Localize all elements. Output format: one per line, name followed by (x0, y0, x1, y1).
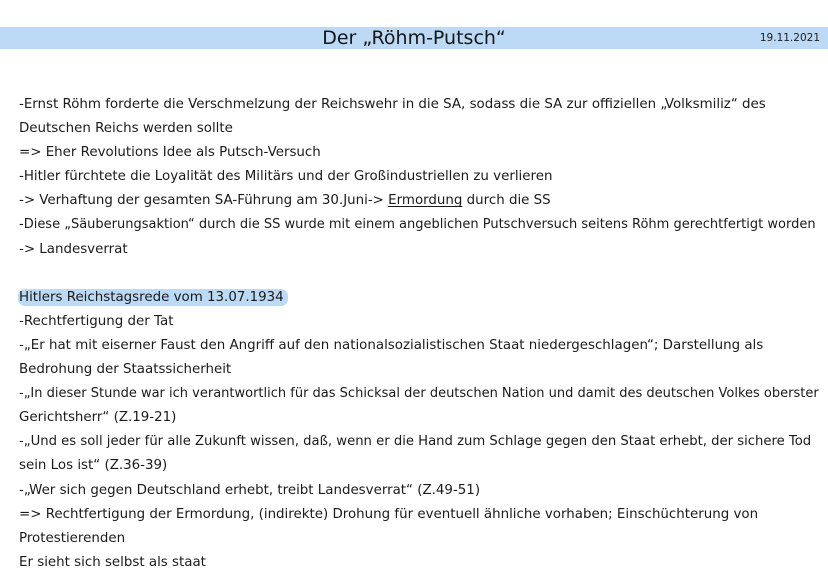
text-line: Er sieht sich selbst als staat (19, 554, 206, 570)
text-line: -Diese „Säuberungsaktion“ durch die SS wurde mit einem angeblichen Putschversuch seitens Röhm gerechtfertigt worden (19, 217, 816, 233)
text-line: -„Wer sich gegen Deutschland erhebt, treibt Landesverrat“ (Z.49-51) (19, 482, 481, 498)
text-line: -Ernst Röhm forderte die Verschmelzung der Reichswehr in die SA, sodass die SA zur offiziellen „Volksmiliz“ des (19, 97, 766, 112)
note-body (19, 93, 819, 575)
section-heading-line (19, 286, 819, 310)
blank-line (19, 262, 819, 286)
text-line: -Rechtfertigung der Tat (19, 313, 174, 329)
text-line-arrest (19, 189, 819, 213)
page-title: Der „Röhm-Putsch“ (322, 27, 506, 49)
text-line: Bedrohung der Staatssicherheit (19, 362, 232, 378)
section-heading: Hitlers Reichstagsrede vom 13.07.1934 (18, 289, 288, 306)
underlined-word: Ermordung (388, 193, 463, 209)
text-line: -„Und es soll jeder für alle Zukunft wissen, daß, wenn er die Hand zum Schlage gegen den Staat erhebt, der sichere Tod (19, 434, 812, 450)
text-line: => Rechtfertigung der Ermordung, (indirekte) Drohung für eventuell ähnliche vorhaben; Einschüchterung von (19, 506, 759, 522)
text-line: Gerichtsherr“ (Z.19-21) (19, 410, 177, 426)
text-line: -„In dieser Stunde war ich verantwortlich für das Schicksal der deutschen Nation und damit des deutschen Volkes oberster (19, 386, 819, 402)
text-line: Protestierenden (19, 530, 126, 546)
text-line: sein Los ist“ (Z.36-39) (19, 458, 168, 474)
text-line: -Hitler fürchtete die Loyalität des Militärs und der Großindustriellen zu verlieren (19, 169, 553, 185)
arrest-text-end: durch die SS (462, 193, 551, 209)
text-line: -„Er hat mit eiserner Faust den Angriff auf den nationalsozialistischen Staat niedergeschlagen“; Darstellung als (19, 337, 764, 353)
text-line: => Eher Revolutions Idee als Putsch-Versuch (19, 145, 321, 161)
text-line: Deutschen Reichs werden sollte (19, 121, 233, 137)
arrest-text: -> Verhaftung der gesamten SA-Führung am 30.Juni-> (19, 193, 389, 209)
text-line: -> Landesverrat (19, 241, 128, 257)
note-date: 19.11.2021 (759, 32, 820, 44)
